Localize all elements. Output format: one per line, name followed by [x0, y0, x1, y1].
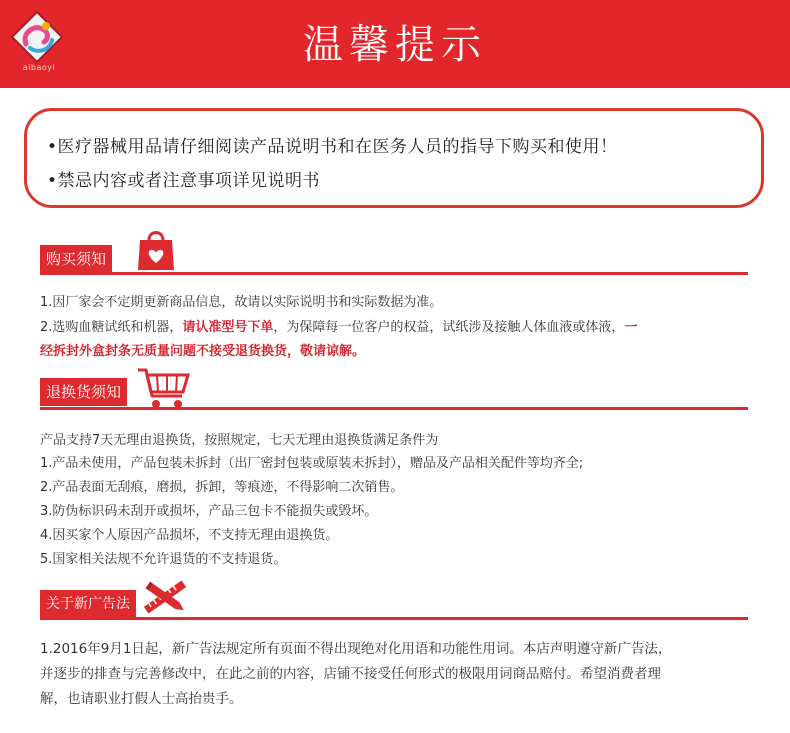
section-divider: [40, 407, 748, 410]
ad-law-line: 解，也请职业打假人士高抬贵手。: [40, 691, 243, 707]
notice-line: •医疗器械用品请仔细阅读产品说明书和在医务人员的指导下购买和使用！: [47, 137, 618, 157]
purchase-item-text: 2.选购血糖试纸和机器，: [40, 320, 183, 335]
section-heading-purchase: 购买须知: [40, 245, 112, 273]
pencil-ruler-icon: [140, 578, 190, 616]
shopping-bag-icon: [137, 226, 175, 272]
returns-item: 4.因买家个人原因产品损坏，不支持无理由退换货。: [40, 528, 339, 543]
returns-intro: 产品支持7天无理由退换货，按照规定，七天无理由退换货满足条件为: [40, 433, 439, 448]
returns-item: 3.防伪标识码未刮开或损坏，产品三包卡不能损失或毁坏。: [40, 504, 378, 519]
notice-line: •禁忌内容或者注意事项详见说明书: [47, 171, 321, 191]
returns-item: 5.国家相关法规不允许退货的不支持退货。: [40, 552, 287, 567]
brand-logo-text: aibaoyi: [22, 63, 56, 72]
purchase-item-text: ，为保障每一位客户的权益，试纸涉及接触人体血液或体液，: [273, 320, 625, 335]
section-heading-returns: 退换货须知: [40, 378, 127, 406]
purchase-item: 1.因厂家会不定期更新商品信息，故请以实际说明书和实际数据为准。: [40, 295, 443, 310]
highlight-text: 一: [624, 320, 638, 335]
highlight-text: 经拆封外盒封条无质量问题不接受退货换货，敬请谅解。: [40, 344, 366, 359]
section-heading-ad-law: 关于新广告法: [40, 590, 136, 618]
header-banner: [0, 0, 790, 88]
section-divider: [40, 272, 748, 275]
section-divider: [40, 617, 748, 620]
highlight-text: 请认准型号下单: [182, 320, 274, 335]
returns-item: 2.产品表面无刮痕，磨损，拆卸，等痕迹，不得影响二次销售。: [40, 480, 404, 495]
ad-law-line: 并逐步的排查与完善修改中，在此之前的内容，店铺不接受任何形式的极限用词商品赔付。希望消费者理: [40, 666, 661, 682]
ad-law-line: 1.2016年9月1日起，新广告法规定所有页面不得出现绝对化用语和功能性用词。本店声明遵守新广告法，: [40, 641, 672, 657]
notice-box: [24, 108, 764, 208]
returns-item: 1.产品未使用，产品包装未拆封（出厂密封包装或原装未拆封），赠品及产品相关配件等均齐全;: [40, 456, 584, 471]
page-title: 温馨提示: [303, 22, 487, 68]
shopping-cart-icon: [136, 366, 190, 412]
purchase-item: [40, 316, 637, 335]
